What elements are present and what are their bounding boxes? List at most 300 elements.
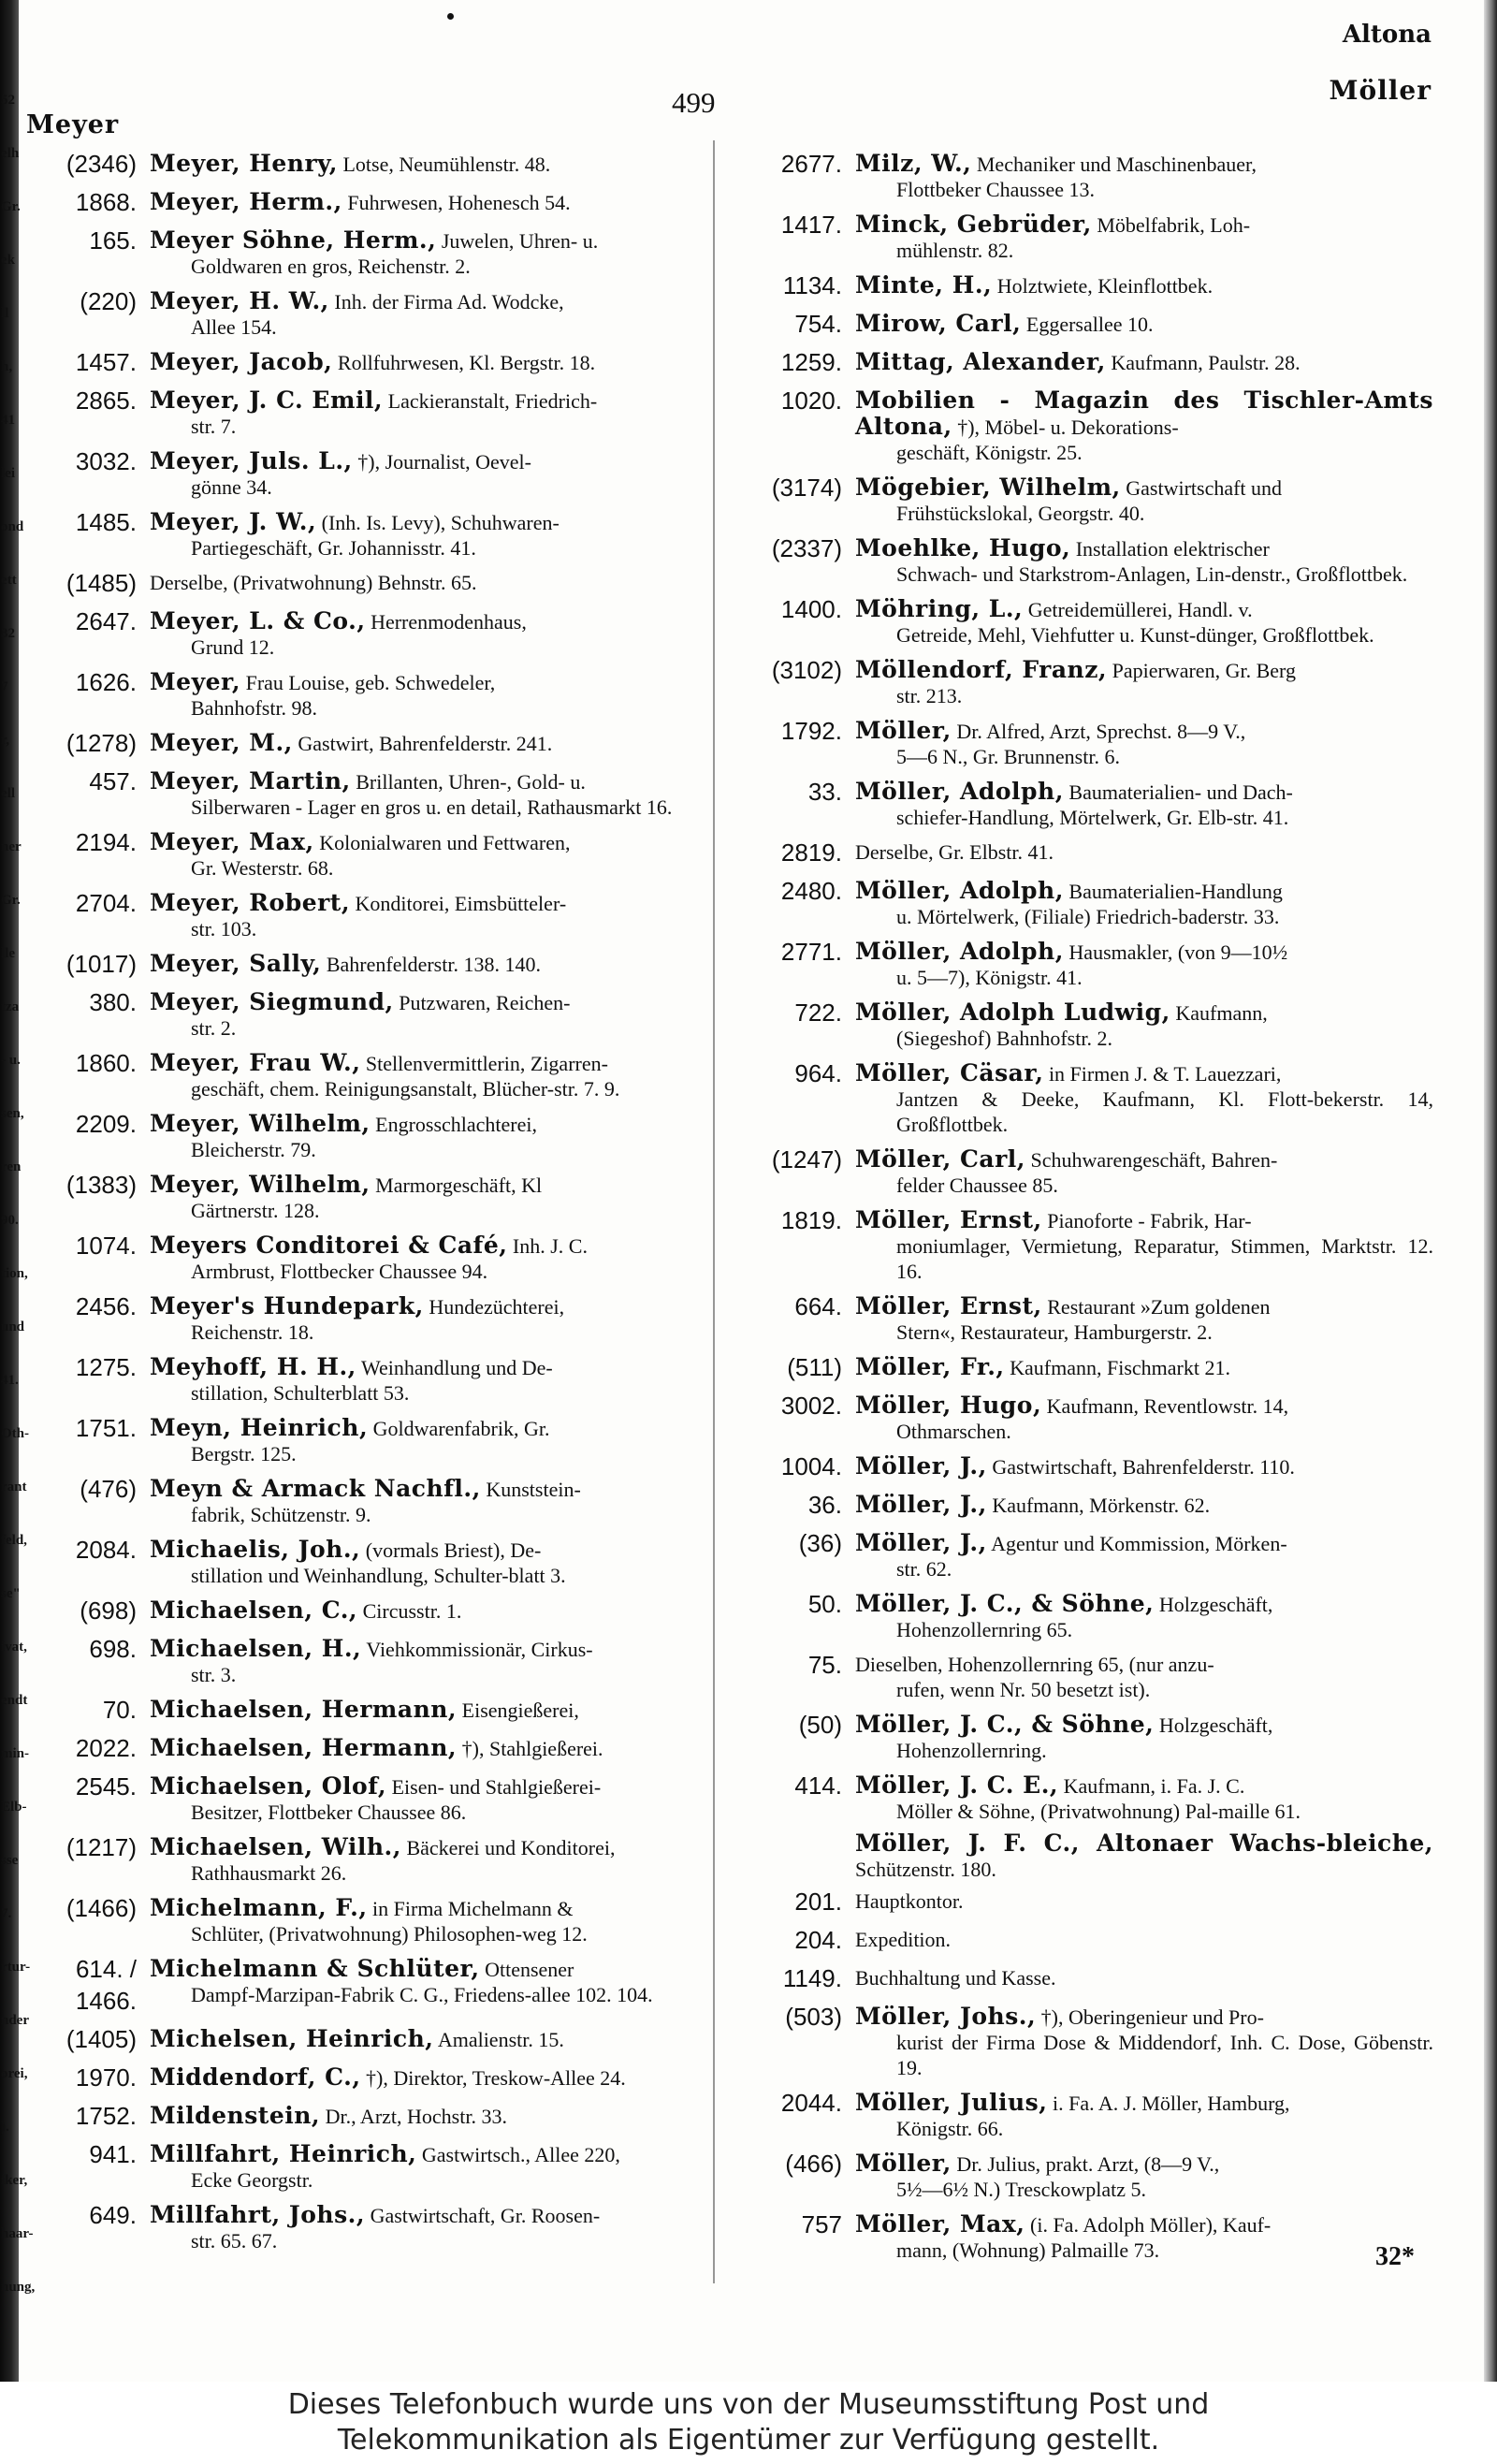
subscriber-name: Meyhoff, H. H., <box>150 1353 356 1380</box>
footer-notice <box>0 2382 1497 2464</box>
entry-text <box>150 1831 698 1886</box>
entry-details: Lackieranstalt, Friedrich- <box>387 389 598 413</box>
entry-text <box>855 1649 1433 1702</box>
entry-continuation: Silberwaren - Lager en gros u. en detail, Rathausmarkt 16. <box>191 795 673 819</box>
margin-fragment: ll <box>1 306 9 321</box>
directory-entry <box>26 605 698 660</box>
entry-continuation: Frühstückslokal, Georgstr. 40. <box>896 502 1145 525</box>
entry-details: Expedition. <box>855 1928 952 1951</box>
subscriber-name: Milz, W., <box>855 150 972 177</box>
subscriber-name: Meyer, Juls. L., <box>150 447 353 474</box>
directory-entry <box>26 506 698 561</box>
margin-fragment: r, <box>1 733 10 748</box>
entry-details: Herrenmodenhaus, <box>371 610 527 634</box>
phone-number: 1275. <box>75 1353 137 1381</box>
subscriber-name: Möller, Adolph, <box>855 877 1064 904</box>
entry-continuation: str. 213. <box>896 684 963 707</box>
subscriber-name: Möller, Fr., <box>855 1353 1005 1380</box>
entry-continuation: str. 7. <box>191 415 237 438</box>
directory-entry <box>722 1489 1433 1521</box>
directory-entry <box>722 1451 1433 1482</box>
subscriber-name: Moehlke, Hugo, <box>855 534 1071 561</box>
entry-text <box>150 1108 698 1162</box>
entry-text <box>855 936 1433 990</box>
phone-number: (1247) <box>771 1145 842 1174</box>
entry-text <box>855 1451 1433 1480</box>
subscriber-name: Michaelsen, C., <box>150 1596 358 1624</box>
directory-entry <box>26 727 698 759</box>
phone-number: 664. <box>794 1292 842 1320</box>
entry-text <box>150 1892 698 1946</box>
entry-continuation: Rathhausmarkt 26. <box>191 1861 347 1885</box>
phone-number: 204. <box>794 1926 842 1954</box>
directory-entry <box>26 1047 698 1101</box>
directory-entry <box>722 593 1433 648</box>
entry-text <box>855 532 1433 587</box>
entry-text <box>855 472 1433 526</box>
phone-number: 457. <box>89 767 137 795</box>
entry-text <box>855 776 1433 830</box>
subscriber-name: Michaelsen, H., <box>150 1635 362 1662</box>
subscriber-name: Meyers Conditorei & Café, <box>150 1232 508 1259</box>
subscriber-name: Michaelsen, Olof, <box>150 1772 387 1800</box>
entry-details: Engrosschlachterei, <box>375 1113 538 1136</box>
phone-number: 70. <box>102 1696 137 1724</box>
directory-entry <box>26 385 698 439</box>
phone-number: 1860. <box>75 1049 137 1077</box>
footer-line-1: Dieses Telefonbuch wurde uns von der Museumsstiftung Post und <box>287 2388 1210 2421</box>
entry-text <box>150 346 698 375</box>
entry-details: Buchhaltung und Kasse. <box>855 1966 1056 1990</box>
directory-entry <box>26 826 698 881</box>
entry-details: Gastwirtschaft, Gr. Roosen- <box>370 2204 601 2227</box>
directory-entry <box>722 1290 1433 1345</box>
entry-details: Schuhwarengeschäft, Bahren- <box>1030 1148 1278 1172</box>
entry-details: Kaufmann, Paulstr. 28. <box>1111 351 1301 374</box>
entry-continuation: 5½—6½ N.) Tresckowplatz 5. <box>896 2178 1147 2201</box>
entry-continuation: mühlenstr. 82. <box>896 239 1014 262</box>
directory-entry <box>722 715 1433 769</box>
margin-fragment: ell <box>1 786 15 801</box>
group-line <box>722 1924 1433 1956</box>
entry-details: Kaufmann, i. Fa. J. C. <box>1063 1774 1245 1798</box>
entry-text <box>150 2138 698 2193</box>
directory-entry <box>26 1534 698 1588</box>
entry-details: Brillanten, Uhren-, Gold- u. <box>356 770 586 794</box>
entry-text <box>855 1489 1433 1518</box>
margin-fragment: Gr. <box>1 893 21 908</box>
phone-number: 75. <box>807 1651 842 1679</box>
subscriber-name: Möller, <box>855 717 952 744</box>
entry-continuation: Bleicherstr. 79. <box>191 1138 316 1161</box>
directory-entry <box>26 148 698 180</box>
entry-text <box>855 837 1433 865</box>
entry-details: Putzwaren, Reichen- <box>399 991 571 1014</box>
subscriber-name: Möller, J., <box>855 1529 987 1556</box>
margin-fragment: Elb- <box>1 1800 27 1815</box>
phone-number: 414. <box>794 1771 842 1800</box>
entry-details: Kaufmann, Fischmarkt 21. <box>1010 1356 1230 1379</box>
directory-entry <box>26 1108 698 1162</box>
entry-continuation: str. 62. <box>896 1557 952 1581</box>
directory-entry <box>26 346 698 378</box>
entry-text <box>855 209 1433 263</box>
entry-details: i. Fa. A. J. Möller, Hamburg, <box>1052 2092 1290 2115</box>
entry-details: Holzgeschäft, <box>1158 1593 1273 1616</box>
phone-number: 3032. <box>75 447 137 475</box>
entry-text <box>150 1473 698 1527</box>
entry-text <box>150 727 698 756</box>
phone-number: 757 <box>801 2210 842 2238</box>
entry-text <box>855 2148 1433 2202</box>
page-number: 499 <box>672 86 716 119</box>
entry-continuation: Armbrust, Flottbecker Chaussee 94. <box>191 1260 488 1283</box>
phone-number: 1400. <box>780 595 842 623</box>
entry-details: Eisengießerei, <box>461 1699 579 1722</box>
directory-entry <box>26 1732 698 1764</box>
margin-fragment: elh <box>1 146 20 161</box>
group-line <box>722 1962 1433 1994</box>
column-divider <box>713 140 715 2283</box>
entry-continuation: Grund 12. <box>191 635 275 659</box>
directory-entry <box>722 875 1433 929</box>
directory-entry <box>722 1351 1433 1383</box>
directory-entry <box>722 997 1433 1051</box>
directory-entry <box>722 2087 1433 2141</box>
entry-continuation: Dampf-Marzipan-Fabrik C. G., Friedens-allee 102. 104. <box>191 1983 653 2006</box>
margin-fragment: 41. <box>1 1373 19 1388</box>
directory-entry <box>26 1831 698 1886</box>
entry-continuation: Bergstr. 125. <box>191 1442 297 1465</box>
margin-fragment: und <box>1 1319 25 1334</box>
entry-text <box>150 506 698 561</box>
margin-fragment: se" <box>1 1586 21 1601</box>
margin-fragment: 7 <box>1 679 8 694</box>
directory-entry <box>26 948 698 980</box>
directory-entry <box>722 776 1433 830</box>
right-running-head: Möller <box>1329 75 1432 106</box>
margin-fragment: ett <box>1 573 17 588</box>
entry-details: Kaufmann, Mörkenstr. 62. <box>992 1494 1211 1517</box>
entry-details: †), Möbel- u. Dekorations- <box>957 416 1179 439</box>
page-signature: 32* <box>1375 2242 1415 2271</box>
directory-entry <box>722 936 1433 990</box>
entry-text <box>150 385 698 439</box>
directory-entry <box>722 1527 1433 1582</box>
phone-number: 2456. <box>75 1292 137 1320</box>
subscriber-name: Michaelsen, Wilh., <box>150 1833 401 1860</box>
subscriber-name: Möller, Carl, <box>855 1145 1025 1173</box>
phone-number: (36) <box>798 1529 842 1557</box>
entry-text <box>150 285 698 340</box>
phone-number: (2346) <box>65 150 137 178</box>
group-line <box>722 1886 1433 1917</box>
subscriber-name: Möller, Adolph, <box>855 938 1064 965</box>
subscriber-name: Möller, Julius, <box>855 2089 1048 2116</box>
entry-text <box>855 1770 1433 1824</box>
entry-continuation: Schlüter, (Privatwohnung) Philosophen-weg 12. <box>191 1922 588 1946</box>
entry-details: Marmorgeschäft, Kl <box>375 1174 543 1197</box>
entry-details: Kolonialwaren und Fettwaren, <box>319 831 571 854</box>
entry-text <box>150 605 698 660</box>
subscriber-name: Michelmann, F., <box>150 1894 368 1921</box>
margin-fragment: sse <box>1 1853 19 1868</box>
entry-text <box>150 1771 698 1825</box>
margin-fragment: rant <box>1 1480 27 1494</box>
subscriber-name: Möller, J. C., & Söhne, <box>855 1711 1155 1738</box>
entry-details: Gastwirt, Bahrenfelderstr. 241. <box>298 732 553 755</box>
directory-entry <box>26 1771 698 1825</box>
entry-text <box>150 986 698 1041</box>
subscriber-name: Meyn & Armack Nachfl., <box>150 1475 481 1502</box>
entry-details: Holztwiete, Kleinflottbek. <box>996 274 1214 298</box>
phone-number: (1466) <box>65 1894 137 1922</box>
directory-entry <box>722 1709 1433 1763</box>
subscriber-name: Möller, Hugo, <box>855 1392 1042 1419</box>
entry-text <box>855 1709 1433 1763</box>
phone-number: 2771. <box>780 938 842 966</box>
ink-dot <box>447 13 454 20</box>
phone-number: 1792. <box>780 717 842 745</box>
directory-entry <box>26 1473 698 1527</box>
entry-continuation: u. 5—7), Königstr. 41. <box>896 966 1083 989</box>
entry-details: Dr. Julius, prakt. Arzt, (8—9 V., <box>956 2152 1220 2176</box>
entry-text <box>150 2062 698 2091</box>
entry-details: (Inh. Is. Levy), Schuhwaren- <box>321 511 560 534</box>
entry-continuation: Königstr. 66. <box>896 2117 1004 2140</box>
phone-number: (1485) <box>65 569 137 597</box>
entry-text <box>855 1144 1433 1198</box>
entry-text <box>855 1204 1433 1284</box>
entry-details: Konditorei, Eimsbütteler- <box>355 892 567 915</box>
directory-entry <box>722 654 1433 708</box>
entry-text <box>855 593 1433 648</box>
entry-continuation: str. 65. 67. <box>191 2229 278 2253</box>
phone-number: (220) <box>80 287 137 315</box>
phone-number: 2819. <box>780 838 842 867</box>
entry-text <box>855 2209 1433 2263</box>
phone-number: 1751. <box>75 1414 137 1442</box>
entry-continuation: u. Mörtelwerk, (Filiale) Friedrich-baderstr. 33. <box>896 905 1280 928</box>
subscriber-name: Michaelis, Joh., <box>150 1536 361 1563</box>
margin-fragment: rtur- <box>1 1960 31 1975</box>
subscriber-name: Möllendorf, Franz, <box>855 656 1108 683</box>
margin-fragment: sen, <box>1 1106 24 1121</box>
phone-number: 1819. <box>780 1206 842 1234</box>
phone-number: 165. <box>89 226 137 255</box>
directory-entry <box>722 2209 1433 2263</box>
entry-continuation: Gärtnerstr. 128. <box>191 1199 320 1222</box>
entry-text <box>150 445 698 500</box>
entry-continuation: Allee 154. <box>191 315 277 339</box>
margin-fragment: ek <box>1 253 15 268</box>
entry-text <box>150 666 698 721</box>
entry-details: Circusstr. 1. <box>362 1599 462 1623</box>
entry-continuation: Gr. Westerstr. 68. <box>191 856 334 880</box>
directory-entry <box>26 666 698 721</box>
margin-fragment: endt <box>1 1693 28 1708</box>
entry-details: †), Journalist, Oevel- <box>357 450 531 474</box>
subscriber-name: Möller, Johs., <box>855 2003 1037 2030</box>
directory-entry <box>722 148 1433 202</box>
subscriber-name: Möller, J. C., & Söhne, <box>855 1590 1155 1617</box>
entry-text <box>855 1588 1433 1642</box>
entry-details: Amalienstr. 15. <box>437 2028 564 2051</box>
directory-entry <box>26 225 698 279</box>
entry-text <box>855 2087 1433 2141</box>
subscriber-name: Mögebier, Wilhelm, <box>855 474 1121 501</box>
entry-continuation: stillation, Schulterblatt 53. <box>191 1381 410 1405</box>
subscriber-name: Mobilien - Magazin des Tischler-Amts Altona, <box>855 386 1433 440</box>
entry-text <box>855 1057 1433 1137</box>
entry-continuation: gönne 34. <box>191 475 272 499</box>
entry-details: Gastwirtsch., Allee 220, <box>421 2143 620 2166</box>
margin-fragment: 7. <box>1 1906 12 1921</box>
phone-number: 1020. <box>780 386 842 415</box>
phone-number: 1626. <box>75 668 137 696</box>
entry-text <box>150 1230 698 1284</box>
margin-fragment: feld, <box>1 1533 27 1548</box>
margin-fragment: iker, <box>1 2173 28 2188</box>
entry-details: Restaurant »Zum goldenen <box>1047 1295 1271 1319</box>
phone-number: 698. <box>89 1635 137 1663</box>
entry-details: Fuhrwesen, Hohenesch 54. <box>347 191 571 214</box>
entry-continuation: stillation und Weinhandlung, Schulter-blatt 3. <box>191 1564 566 1587</box>
subscriber-name: Meyer, Sally, <box>150 950 322 977</box>
entry-text <box>150 1694 698 1723</box>
phone-number: (503) <box>785 2003 842 2031</box>
phone-number: 50. <box>807 1590 842 1618</box>
phone-number: 649. <box>89 2201 137 2229</box>
margin-fragment: - u. <box>1 1053 21 1068</box>
entry-text <box>150 1047 698 1101</box>
entry-details: Hausmakler, (von 9—10½ <box>1068 940 1288 964</box>
subscriber-name: Möller, J., <box>855 1452 987 1480</box>
directory-entry <box>722 308 1433 340</box>
entry-details: Kunststein- <box>486 1478 581 1501</box>
margin-fragment: ). <box>1 2120 9 2135</box>
margin-fragment: ner <box>1 839 22 854</box>
phone-number: 1149. <box>782 1964 842 1992</box>
entry-text <box>150 1290 698 1345</box>
entry-continuation: Ecke Georgstr. <box>191 2168 313 2192</box>
subscriber-name: Meyer, H. W., <box>150 287 329 314</box>
entry-text <box>855 1886 1433 1914</box>
entry-details: Hauptkontor. <box>855 1889 964 1913</box>
subscriber-name: Minck, Gebrüder, <box>855 211 1092 238</box>
entry-continuation: Jantzen & Deeke, Kaufmann, Kl. Flott-bekerstr. 14, Großflottbek. <box>896 1087 1433 1136</box>
entry-details: †), Direktor, Treskow-Allee 24. <box>366 2066 626 2090</box>
subscriber-name: Möller, Cäsar, <box>855 1059 1044 1086</box>
entry-details: in Firmen J. & T. Lauezzari, <box>1048 1062 1282 1086</box>
entry-continuation: str. 103. <box>191 917 257 940</box>
directory-entry <box>26 186 698 218</box>
subscriber-name: Meyer Söhne, Herm., <box>150 226 437 254</box>
subscriber-name: Meyer, Wilhelm, <box>150 1171 371 1198</box>
phone-number: 1259. <box>780 348 842 376</box>
entry-details: Frau Louise, geb. Schwedeler, <box>245 671 496 694</box>
entry-text <box>855 385 1433 465</box>
entry-continuation: Bahnhofstr. 98. <box>191 696 318 720</box>
entry-text <box>855 654 1433 708</box>
margin-fragment: 41 <box>1 413 15 428</box>
subscriber-name: Meyn, Heinrich, <box>150 1414 369 1441</box>
entry-continuation: Getreide, Mehl, Viehfutter u. Kunst-dünger, Großflottbek. <box>896 623 1374 647</box>
entry-continuation: str. 2. <box>191 1016 237 1040</box>
subscriber-name: Möller, Adolph Ludwig, <box>855 999 1170 1026</box>
directory-entry <box>722 2001 1433 2080</box>
left-column <box>26 148 698 2260</box>
entry-continuation: Goldwaren en gros, Reichenstr. 2. <box>191 255 471 278</box>
group-heading <box>722 1830 1433 1882</box>
entry-continuation: kurist der Firma Dose & Middendorf, Inh. C. Dose, Göbenstr. 19. <box>896 2031 1433 2079</box>
entry-details: (vormals Briest), De- <box>365 1538 542 1562</box>
subscriber-name: Möller, Ernst, <box>855 1292 1042 1319</box>
entry-text <box>150 225 698 279</box>
margin-fragment: Oth- <box>1 1426 29 1441</box>
directory-entry <box>722 1588 1433 1642</box>
subscriber-name: Meyer, Siegmund, <box>150 988 394 1015</box>
directory-entry <box>26 1230 698 1284</box>
entry-details: Bahrenfelderstr. 138. 140. <box>326 953 541 976</box>
subscriber-name: Möller, <box>855 2150 952 2177</box>
phone-number: 1485. <box>75 508 137 536</box>
margin-fragment: min- <box>1 1746 29 1761</box>
entry-text <box>150 2100 698 2129</box>
directory-entry <box>26 2138 698 2193</box>
subscriber-name: Meyer, Herm., <box>150 188 342 215</box>
entry-text <box>150 1732 698 1761</box>
margin-fragments <box>0 93 36 2377</box>
phone-number: 2084. <box>75 1536 137 1564</box>
margin-fragment: 52 <box>1 93 15 108</box>
entry-continuation: Schwach- und Starkstrom-Anlagen, Lin-denstr., Großflottbek. <box>896 562 1408 586</box>
phone-number: (1383) <box>65 1171 137 1199</box>
phone-number: (3102) <box>771 656 842 684</box>
phone-number: 2647. <box>75 607 137 635</box>
subscriber-name: Millfahrt, Johs., <box>150 2201 366 2228</box>
margin-fragment: tza <box>1 999 20 1014</box>
directory-entry <box>26 1169 698 1223</box>
entry-continuation: Reichenstr. 18. <box>191 1320 314 1344</box>
entry-details: †), Stahlgießerei. <box>461 1737 603 1760</box>
phone-number: 1868. <box>75 188 137 216</box>
entry-text <box>855 875 1433 929</box>
entry-details: Rollfuhrwesen, Kl. Bergstr. 18. <box>337 351 596 374</box>
phone-number: 33. <box>807 778 842 806</box>
entry-details: Papierwaren, Gr. Berg <box>1112 659 1296 682</box>
entry-details: Dr. Alfred, Arzt, Sprechst. 8—9 V., <box>956 720 1246 743</box>
entry-details: (i. Fa. Adolph Möller), Kauf- <box>1030 2213 1272 2237</box>
phone-number: 1004. <box>780 1452 842 1480</box>
phone-number: 3002. <box>780 1392 842 1420</box>
subscriber-name: Meyer, Robert, <box>150 889 351 916</box>
directory-entry <box>26 1351 698 1406</box>
entry-continuation: moniumlager, Vermietung, Reparatur, Stimmen, Marktstr. 12. 16. <box>896 1234 1433 1283</box>
margin-fragment: Gr. <box>1 199 21 214</box>
subscriber-name: Meyer, Max, <box>150 828 314 855</box>
margin-fragment: haar- <box>1 2226 34 2241</box>
entry-text <box>855 346 1433 375</box>
entry-text <box>855 1351 1433 1380</box>
entry-details: Pianoforte - Fabrik, Har- <box>1047 1209 1252 1232</box>
entry-details: Installation elektrischer <box>1075 537 1270 561</box>
entry-text <box>150 826 698 881</box>
directory-entry <box>26 986 698 1041</box>
entry-details: Baumaterialien-Handlung <box>1068 880 1283 903</box>
subscriber-name: Meyer, M., <box>150 729 293 756</box>
phone-number: 2677. <box>780 150 842 178</box>
